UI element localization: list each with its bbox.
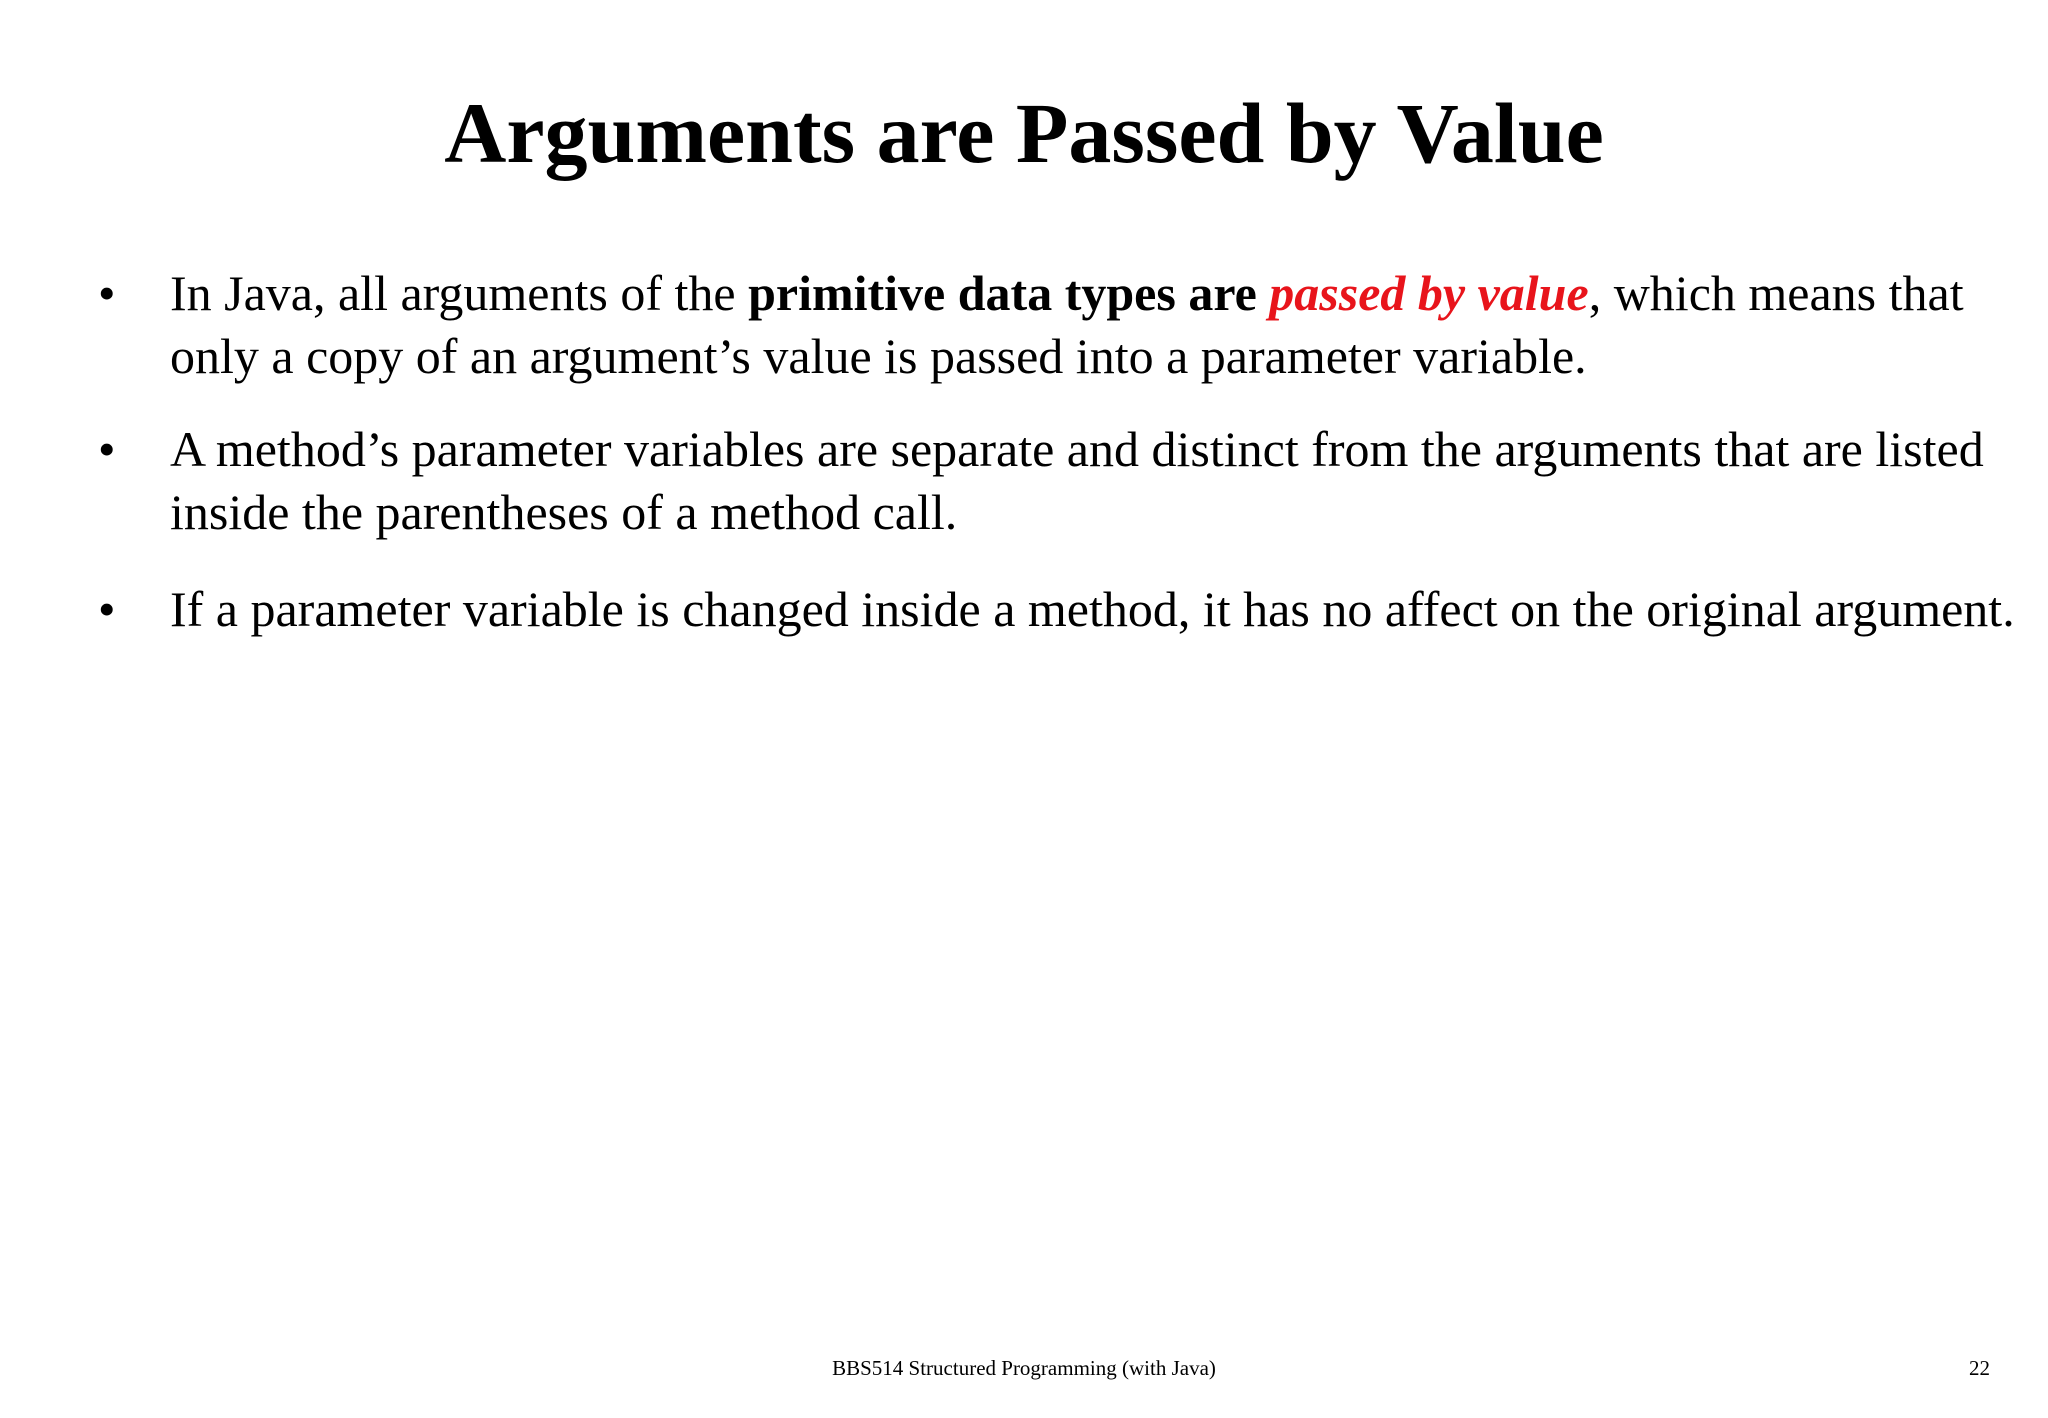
slide-title: Arguments are Passed by Value [444, 85, 1604, 181]
bullet-icon: • [98, 421, 116, 477]
bullet-icon: • [98, 581, 116, 637]
text-space [1257, 265, 1270, 321]
page-number: 22 [1969, 1356, 1990, 1380]
bullet-text: A method’s parameter variables are separate and distinct from the arguments that are listed inside the parentheses of a method call. [170, 421, 1984, 540]
bullet-item-parameter-variables [90, 418, 2020, 544]
bullet-icon: • [98, 265, 116, 321]
bullet-text-part: In Java, all arguments of the [170, 265, 749, 321]
bold-text: primitive data types are [748, 265, 1257, 321]
bullet-text-part: , which means that only a copy of an argument’s value is passed into a parameter variable. [170, 265, 1964, 384]
slide-footer: BBS514 Structured Programming (with Java) [832, 1356, 1216, 1380]
bullet-item-pass-by-value [90, 262, 2020, 388]
emphasis-text: passed by value [1269, 265, 1589, 321]
bullet-item-no-affect [90, 578, 2020, 641]
bullet-list [90, 262, 2020, 671]
bullet-text: If a parameter variable is changed inside a method, it has no affect on the original argument. [170, 581, 2015, 637]
